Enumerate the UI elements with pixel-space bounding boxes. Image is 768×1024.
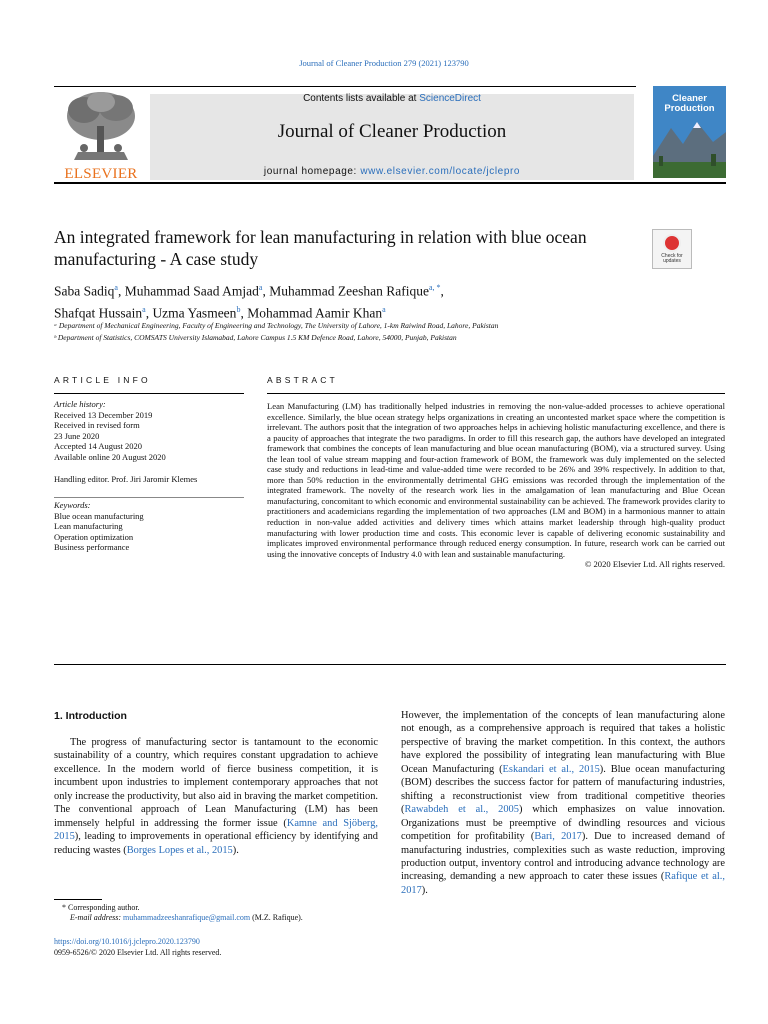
introduction-heading: 1. Introduction: [54, 710, 127, 722]
update-icon: [663, 234, 681, 252]
history-item: Received 13 December 2019: [54, 409, 153, 420]
text: However, the implementation of the concepts of lean manufacturing alone not enough, as a comprehensive approach is required that takes a holistic perspective of braving the market competition. In this context, the authors have explored the possibility of integrating lean manufacturing with Blue Ocean Manufacturing (: [401, 710, 725, 775]
citation-link[interactable]: Rafique et al., 2017: [401, 871, 725, 896]
citation-link[interactable]: Rawabdeh et al., 2005: [404, 804, 519, 816]
author-affil[interactable]: a: [114, 283, 118, 292]
homepage-line: [150, 166, 634, 177]
abstract-rule: [267, 393, 725, 394]
intro-right-column: [401, 709, 725, 897]
affiliation-b: ᵇ Department of Statistics, COMSATS University Islamabad, Lahore Campus 1.5 KM Defence Road, Lahore, 54000, Punjab, Pakistan: [54, 333, 457, 342]
badge-label: Check for updates: [661, 253, 683, 264]
homepage-link[interactable]: www.elsevier.com/locate/jclepro: [360, 166, 521, 177]
corresponding-author-note: * Corresponding author.: [62, 903, 140, 912]
text: ). Due to increased demand of manufacturing industries, complexities such as waste reduction, improving production output, inventory control and introducing advance technology are increasing, demanding a new approach to cater these issues (: [401, 831, 725, 883]
history-item: 23 June 2020: [54, 430, 100, 441]
journal-cover-image[interactable]: [653, 86, 726, 178]
author-sep: ,: [240, 305, 248, 320]
text: ), leading to improvements in operational efficiency by identifying and reducing wastes (: [54, 831, 378, 856]
author[interactable]: Shafqat Hussain: [54, 305, 143, 320]
author-sep: ,: [117, 283, 125, 299]
article-title: An integrated framework for lean manufacturing in relation with blue ocean manufacturing - A case study: [54, 227, 587, 269]
abstract-heading: ABSTRACT: [267, 375, 338, 385]
text: ) which emphasizes on value innovation. Organizations must be preemptive of dwindling resources and vicious competition for profitability (: [401, 804, 726, 843]
contents-prefix: Contents lists available at: [303, 93, 420, 104]
doi-link[interactable]: https://doi.org/10.1016/j.jclepro.2020.123790: [54, 937, 200, 946]
author[interactable]: Saba Sadiq: [54, 283, 115, 299]
keyword: Lean manufacturing: [54, 521, 123, 532]
sciencedirect-link[interactable]: ScienceDirect: [419, 93, 481, 104]
author-sep: ,: [145, 305, 153, 320]
history-item: Accepted 14 August 2020: [54, 441, 143, 452]
author-affil[interactable]: a: [382, 304, 386, 314]
affiliation-a: ᵃ Department of Mechanical Engineering, Faculty of Engineering and Technology, The University of Lahore, 1-km Raiwind Road, Lahore, Pakistan: [54, 321, 499, 330]
copyright-line: © 2020 Elsevier Ltd. All rights reserved.: [584, 559, 725, 570]
history-label: Article history:: [54, 399, 106, 409]
handling-editor: Handling editor. Prof. Jiri Jaromir Klemes: [54, 474, 198, 484]
homepage-prefix: journal homepage:: [263, 166, 361, 177]
author-affil[interactable]: a: [142, 304, 146, 314]
author[interactable]: Muhammad Zeeshan Rafique: [269, 283, 429, 299]
citation-link[interactable]: Kamne and Sjöberg, 2015: [54, 817, 378, 843]
keyword: Business performance: [54, 542, 130, 553]
email-label: E-mail address:: [70, 913, 124, 922]
author-sep: ,: [440, 283, 444, 299]
keywords: [54, 500, 244, 553]
check-for-updates-badge[interactable]: [652, 229, 692, 269]
email-suffix: (M.Z. Rafique).: [250, 913, 303, 922]
footnote-rule: [54, 899, 102, 900]
text: ).: [421, 884, 428, 896]
author-affil[interactable]: a: [258, 283, 263, 292]
elsevier-wordmark: ELSEVIER: [64, 166, 138, 182]
email-link[interactable]: muhammadzeeshanrafique@gmail.com: [123, 913, 251, 922]
section-rule: [54, 664, 726, 665]
history-item: Available online 20 August 2020: [54, 451, 166, 462]
history-item: Received in revised form: [54, 420, 140, 431]
text: ). Blue ocean manufacturing (BOM) describes the success factor for pattern of manufacturing industries, shifting a reconstructionist view from traditional competitive theories (: [401, 763, 725, 816]
citation-link[interactable]: Borges Lopes et al., 2015: [126, 844, 233, 856]
citation-link[interactable]: Bari, 2017: [534, 831, 582, 843]
author-sep: ,: [262, 283, 270, 299]
keywords-label: Keywords:: [54, 500, 91, 510]
abstract-text: Lean Manufacturing (LM) has traditionally helped industries in removing the non-value-added processes to achieve operational excellence. Similarly, the blue ocean strategy helps organizations in creating an uncontested market space where the competition is irrelevant. The authors posit that the integration of two approaches helps in achieving holistic manufacturing excellence, and there is a paucity of approaches that integrate the two paradigms. In order to fill this research gap, the authors have developed an integrated framework that combines the concepts of lean manufacturing and blue ocean manufacturing (BOM), via a structured survey. Using the lean tool of value stream mapping and four-action framework of BOM, the framework was duly implemented on the selected case study and reductions in lead-time and value-added time were recorded to be 26% and 39% respectively. In addition to that, more than 50% reduction in the environmentally detrimental GHG emissions was recorded through the implementation of the integrated framework. The novelty of the research work lies in the amalgamation of lean manufacturing and Blue Ocean manufacturing, concomitant to which economic and environmental sustainability can be achieved. The framework provides clarity to practitioners and academicians regarding the implementation of two approaches (LM and BOM) in a harmonious manner to attain reduction in non-value added activities and delivery times which attains market leadership through high-quality product manufacturing with lower production time and costs. This economic lever is capable of delivering economic sustainability and implicates improved environmental performance through reduced energy consumption. In future, research work can be carried out using the innovative concepts of Industry 4.0 with lean and sustainable manufacturing.: [267, 401, 725, 559]
text: ).: [232, 844, 239, 856]
keyword: Operation optimization: [54, 531, 134, 542]
text: The progress of manufacturing sector is tantamount to the economic sustainability of a country, which requires constant upgradation to achieve excellence. In the modern world of fierce business competition, it is incumbent upon industries to implement contemporary approaches that not only increase the productivity, but also aid in braving the market competition. The conventional approach of Lean Manufacturing (LM) has been immensely helpful in addressing the former issue (: [54, 737, 378, 829]
contents-line: [150, 93, 634, 104]
abstract-body: [267, 401, 725, 570]
journal-citation[interactable]: Journal of Cleaner Production 279 (2021) 123790: [299, 58, 469, 68]
issn-line: 0959-6526/© 2020 Elsevier Ltd. All rights reserved.: [54, 948, 222, 957]
intro-left-column: [54, 736, 378, 857]
author-affil[interactable]: a, *: [428, 283, 441, 292]
cover-title: Cleaner Production: [664, 93, 715, 114]
author-list: [54, 279, 694, 322]
email-note: [70, 913, 400, 923]
article-info-heading: ARTICLE INFO: [54, 375, 151, 385]
header-rule: [54, 86, 636, 87]
citation-link[interactable]: Eskandari et al., 2015: [502, 763, 600, 775]
info-rule: [54, 393, 244, 394]
author[interactable]: Muhammad Saad Amjad: [124, 283, 259, 299]
keywords-rule: [54, 497, 244, 498]
article-history: [54, 399, 244, 463]
masthead-rule: [54, 182, 726, 184]
author[interactable]: Uzma Yasmeen: [152, 305, 237, 320]
author[interactable]: Mohammad Aamir Khan: [247, 305, 383, 320]
journal-title: Journal of Cleaner Production: [277, 121, 507, 142]
author-affil[interactable]: b: [236, 304, 241, 314]
keyword: Blue ocean manufacturing: [54, 510, 144, 521]
